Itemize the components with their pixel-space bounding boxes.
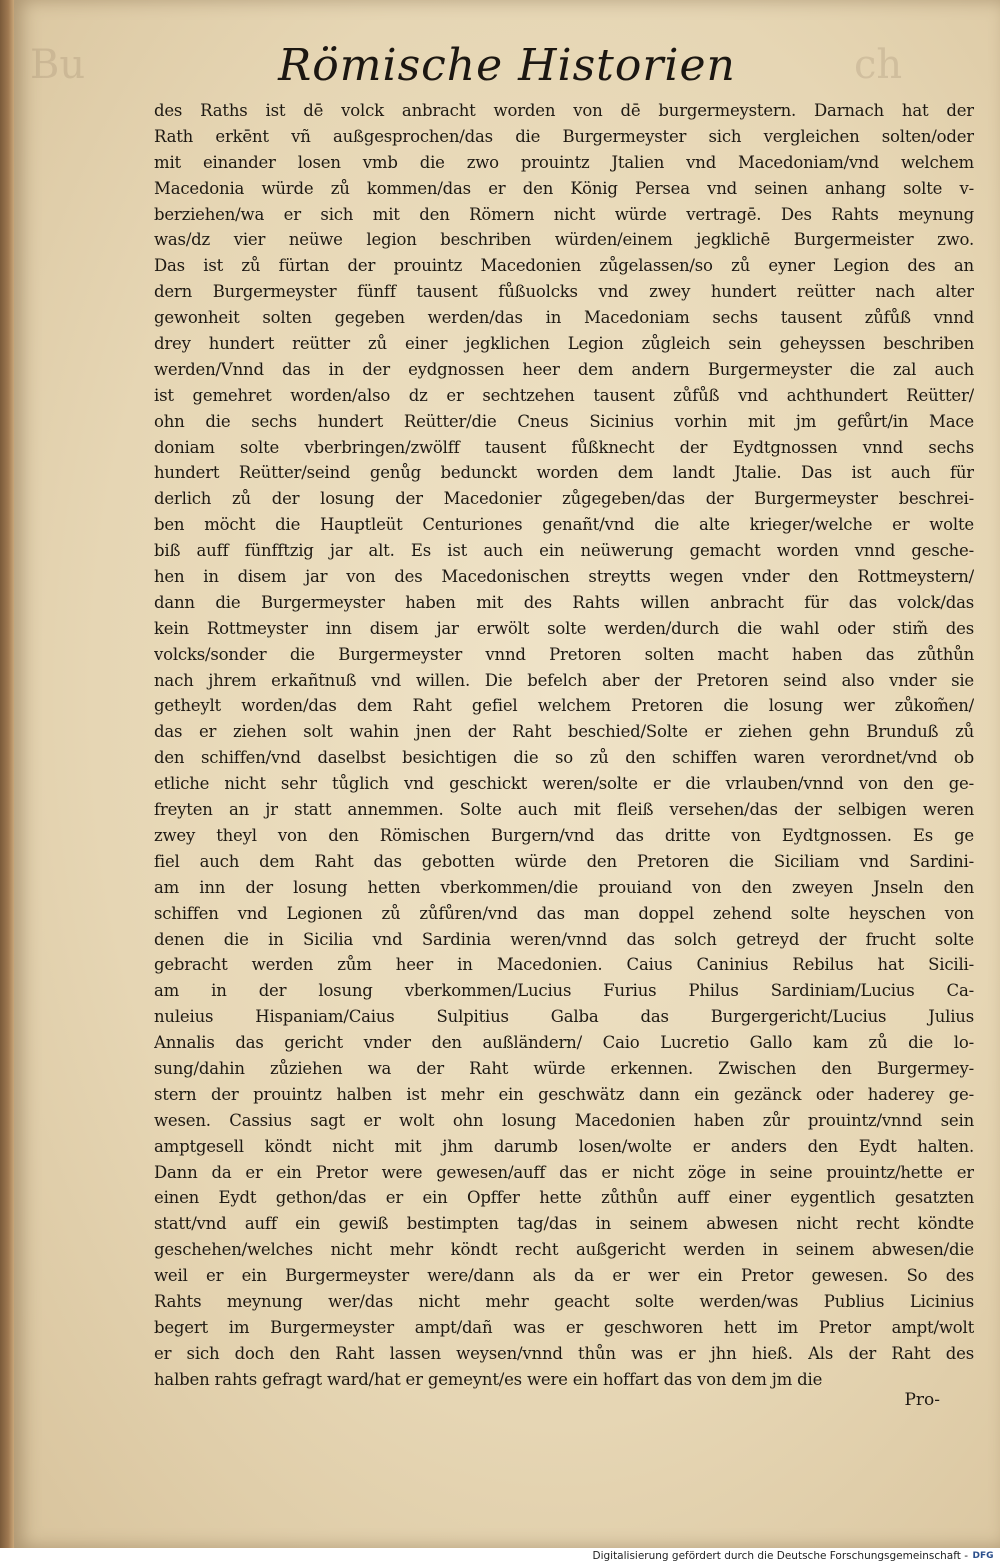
- text-line: nuleius Hispaniam/Caius Sulpitius Galba das Burgergericht/Lucius Julius: [154, 1007, 974, 1027]
- bleed-through-text: ch: [854, 42, 903, 88]
- text-line: Macedonia würde zů kommen/das er den König Persea vnd seinen anhang solte v-: [154, 178, 974, 198]
- text-line: werden/Vnnd das in der eydgnossen heer dem andern Burgermeyster die zal auch: [154, 359, 974, 379]
- text-line: doniam solte vberbringen/zwölff tausent fůßknecht der Eydtgnossen vnnd sechs: [154, 437, 974, 457]
- text-line: dann die Burgermeyster haben mit des Rahts willen anbracht für das volck/das: [154, 592, 974, 612]
- text-line: am inn der losung hetten vberkommen/die prouiand von den zweyen Jnseln den: [154, 877, 974, 897]
- text-line: ben möcht die Hauptleüt Centuriones genañt/vnd die alte krieger/welche er wolte: [154, 515, 974, 535]
- text-line: des Raths ist dē volck anbracht worden von dē burgermeystern. Darnach hat der: [154, 101, 974, 120]
- text-line: denen die in Sicilia vnd Sardinia weren/vnnd das solch getreyd der frucht solte: [154, 929, 974, 949]
- text-line: derlich zů der losung der Macedonier zůgegeben/das der Burgermeyster beschrei-: [154, 489, 974, 509]
- dfg-logo-icon: DFG: [972, 1551, 994, 1561]
- page-paper: [14, 0, 1000, 1548]
- text-line: ist gemehret worden/also dz er sechtzehen tausent zůfůß vnd achthundert Reütter/: [154, 385, 974, 405]
- body-text: [154, 98, 974, 1393]
- text-line: Das ist zů fürtan der prouintz Macedonien zůgelassen/so zů eyner Legion des an: [154, 256, 974, 276]
- text-line: halben rahts gefragt ward/hat er gemeynt/es were ein hoffart das von dem jm die: [154, 1369, 823, 1389]
- text-line: dern Burgermeyster fünff tausent fůßuolcks vnd zwey hundert reütter nach alter: [154, 282, 974, 302]
- text-line: das er ziehen solt wahin jnen der Raht beschied/Solte er ziehen gehn Brunduß zů: [154, 722, 974, 742]
- running-head: Römische Historien: [278, 40, 736, 91]
- text-line: gewonheit solten gegeben werden/das in Macedoniam sechs tausent zůfůß vnnd: [154, 308, 974, 328]
- text-line: getheylt worden/das dem Raht gefiel welchem Pretoren die losung wer zůkom̃en/: [154, 696, 974, 716]
- text-line: mit einander losen vmb die zwo prouintz Jtalien vnd Macedoniam/vnd welchem: [154, 152, 974, 172]
- book-edge: [0, 0, 14, 1550]
- text-line: schiffen vnd Legionen zů zůfůren/vnd das man doppel zehend solte heyschen von: [154, 903, 974, 923]
- text-line: er sich doch den Raht lassen weysen/vnnd thůn was er jhn hieß. Als der Raht des: [154, 1343, 974, 1363]
- footer-credit: Digitalisierung gefördert durch die Deutsche Forschungsgemeinschaft -: [592, 1550, 968, 1562]
- text-line: nach jhrem erkañtnuß vnd willen. Die befelch aber der Pretoren seind also vnder sie: [154, 670, 974, 690]
- text-line: Rath erkēnt vñ außgesprochen/das die Burgermeyster sich vergleichen solten/oder: [154, 126, 974, 146]
- text-line: etliche nicht sehr tůglich vnd geschickt weren/solte er die vrlauben/vnnd von den ge-: [154, 774, 974, 794]
- text-line: ohn die sechs hundert Reütter/die Cneus Sicinius vorhin mit jm gefůrt/in Mace: [154, 411, 974, 431]
- text-line: zwey theyl von den Römischen Burgern/vnd das dritte von Eydtgnossen. Es ge: [154, 825, 974, 845]
- catchword: Pro-: [904, 1390, 940, 1410]
- text-line: volcks/sonder die Burgermeyster vnnd Pretoren solten macht haben das zůthůn: [154, 644, 974, 664]
- text-line: berziehen/wa er sich mit den Römern nicht würde vertragē. Des Rahts meynung: [154, 204, 974, 224]
- text-line: biß auff fünfftzig jar alt. Es ist auch ein neüwerung gemacht worden vnnd gesche-: [154, 541, 974, 561]
- text-line: drey hundert reütter zů einer jegklichen Legion zůgleich sein geheyssen beschriben: [154, 334, 974, 354]
- text-line: weil er ein Burgermeyster were/dann als da er wer ein Pretor gewesen. So des: [154, 1266, 974, 1286]
- text-line: am in der losung vberkommen/Lucius Furius Philus Sardiniam/Lucius Ca-: [154, 981, 974, 1001]
- text-line: kein Rottmeyster inn disem jar erwölt solte werden/durch die wahl oder stim̃ des: [154, 618, 974, 638]
- text-line: hundert Reütter/seind genůg bedunckt worden dem landt Jtalie. Das ist auch für: [154, 463, 974, 483]
- text-line: hen in disem jar von des Macedonischen streytts wegen vnder den Rottmeystern/: [154, 567, 974, 587]
- text-line: statt/vnd auff ein gewiß bestimpten tag/das in seinem abwesen nicht recht köndte: [154, 1214, 974, 1234]
- text-line: sung/dahin zůziehen wa der Raht würde erkennen. Zwischen den Burgermey-: [154, 1058, 974, 1078]
- text-line: den schiffen/vnd daselbst besichtigen die so zů den schiffen waren verordnet/vnd ob: [154, 748, 974, 768]
- text-line: Rahts meynung wer/das nicht mehr geacht solte werden/was Publius Licinius: [154, 1291, 974, 1311]
- text-line: amptgesell köndt nicht mit jhm darumb losen/wolte er anders den Eydt halten.: [154, 1136, 974, 1156]
- text-line: geschehen/welches nicht mehr köndt recht außgericht werden in seinem abwesen/die: [154, 1240, 974, 1260]
- bleed-through-text: Bu: [30, 42, 86, 88]
- text-line: freyten an jr statt annemmen. Solte auch mit fleiß versehen/das der selbigen weren: [154, 800, 974, 820]
- text-line: einen Eydt gethon/das er ein Opffer hette zůthůn auff einer eygentlich gesatzten: [154, 1188, 974, 1208]
- text-line: stern der prouintz halben ist mehr ein geschwätz dann ein gezänck oder haderey ge-: [154, 1084, 974, 1104]
- text-line: begert im Burgermeyster ampt/dañ was er geschworen hett im Pretor ampt/wolt: [154, 1317, 974, 1337]
- text-line: was/dz vier neüwe legion beschriben würden/einem jegklichē Burgermeister zwo.: [154, 230, 974, 250]
- text-line: gebracht werden zům heer in Macedonien. Caius Caninius Rebilus hat Sicili-: [154, 955, 974, 975]
- text-line: Dann da er ein Pretor were gewesen/auff das er nicht zöge in seine prouintz/hette er: [154, 1162, 974, 1182]
- text-line: wesen. Cassius sagt er wolt ohn losung Macedonien haben zůr prouintz/vnnd sein: [154, 1110, 974, 1130]
- text-line: fiel auch dem Raht das gebotten würde den Pretoren die Siciliam vnd Sardini-: [154, 851, 974, 871]
- text-line: Annalis das gericht vnder den außländern/ Caio Lucretio Gallo kam zů die lo-: [154, 1033, 974, 1053]
